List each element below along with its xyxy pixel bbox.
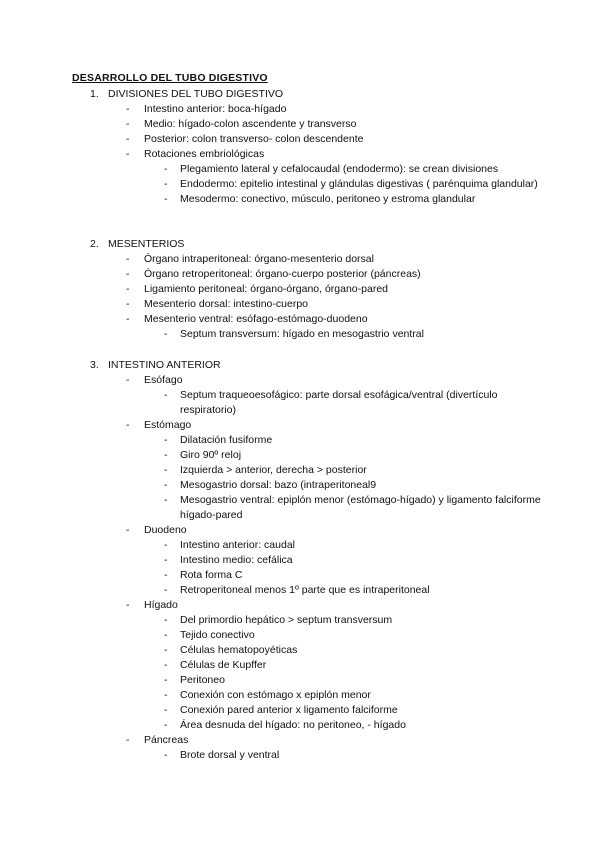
list-item-text: Órgano retroperitoneal: órgano-cuerpo posterior (páncreas) [144,268,421,280]
list-item [72,252,542,267]
sub-list-item-text: Conexión pared anterior x ligamento falciforme [180,704,398,716]
section-number: 3. [90,359,99,371]
sub-list-item [72,658,542,673]
bullet-dash: - [126,253,130,265]
bullet-dash: - [164,569,168,581]
bullet-dash: - [164,193,168,205]
sub-list-item-text: Intestino anterior: caudal [180,539,295,551]
bullet-dash: - [126,103,130,115]
list-item-text: Hígado [144,599,178,611]
list-item [72,102,542,117]
sub-list-item-text: Septum transversum: hígado en mesogastrio ventral [180,328,424,340]
list-item-text: Medio: hígado-colon ascendente y transverso [144,118,357,130]
list-item-text: Páncreas [144,734,189,746]
list-item [72,598,542,613]
list-item-text: Mesenterio dorsal: intestino-cuerpo [144,298,309,310]
section [72,87,542,207]
sub-list-item [72,673,542,688]
list-item-text: Mesenterio ventral: esófago-estómago-duodeno [144,313,368,325]
bullet-dash: - [126,133,130,145]
list-item [72,418,542,433]
section [72,237,542,342]
list-item-text: Órgano intraperitoneal: órgano-mesenterio dorsal [144,253,374,265]
sub-list-item [72,388,542,418]
bullet-dash: - [164,434,168,446]
list-item-text: Rotaciones embriológicas [144,148,265,160]
sub-list-item [72,553,542,568]
sub-list-item-text: Conexión con estómago x epiplón menor [180,689,371,701]
sub-list-item-text: Plegamiento lateral y cefalocaudal (endodermo): se crean divisiones [180,163,499,175]
sub-list-item [72,162,542,177]
sub-list-item-text: Tejido conectivo [180,629,255,641]
bullet-dash: - [164,644,168,656]
section [72,358,542,763]
sub-list-item-text: Giro 90º reloj [180,449,242,461]
bullet-dash: - [164,539,168,551]
sub-list-item-text: Células hematopoyéticas [180,644,298,656]
bullet-dash: - [164,328,168,340]
bullet-dash: - [126,599,130,611]
list-item-text: Estómago [144,419,192,431]
list-item-text: Ligamiento peritoneal: órgano-órgano, órgano-pared [144,283,389,295]
list-item [72,733,542,748]
bullet-dash: - [164,629,168,641]
sub-list-item [72,493,542,523]
list-item [72,312,542,327]
sub-list-item-text: Área desnuda del hígado: no peritoneo, - hígado [180,719,406,731]
sub-list-item-text: Intestino medio: cefálica [180,554,293,566]
list-item-text: Posterior: colon transverso- colon descendente [144,133,364,145]
sub-list-item [72,643,542,658]
section-heading [72,358,542,373]
sub-list-item [72,192,542,207]
sub-list-item [72,478,542,493]
sub-list-item [72,433,542,448]
bullet-dash: - [164,449,168,461]
bullet-dash: - [126,118,130,130]
list-item [72,282,542,297]
bullet-dash: - [164,178,168,190]
bullet-dash: - [126,419,130,431]
section-number: 2. [90,238,99,250]
sub-list-item [72,327,542,342]
sub-list-item-text: Izquierda > anterior, derecha > posterior [180,464,367,476]
bullet-dash: - [164,479,168,491]
sub-list-item-text: Mesogastrio dorsal: bazo (intraperitoneal9 [180,479,377,491]
list-item [72,267,542,282]
document-title: DESARROLLO DEL TUBO DIGESTIVO [72,72,268,84]
sub-list-item-text: Células de Kupffer [180,659,267,671]
bullet-dash: - [126,148,130,160]
bullet-dash: - [164,749,168,761]
list-item [72,523,542,538]
bullet-dash: - [126,524,130,536]
bullet-dash: - [126,268,130,280]
sub-list-item-text: Mesodermo: conectivo, músculo, peritoneo y estroma glandular [180,193,476,205]
sub-list-item [72,448,542,463]
bullet-dash: - [164,704,168,716]
bullet-dash: - [164,389,168,401]
list-item [72,373,542,388]
sub-list-item-text: Rota forma C [180,569,243,581]
bullet-dash: - [164,614,168,626]
bullet-dash: - [164,659,168,671]
list-item [72,132,542,147]
sub-list-item-text: Mesogastrio ventral: epiplón menor (estómago-hígado) y ligamento falciforme hígado-pared [180,494,541,521]
list-item [72,297,542,312]
sub-list-item [72,583,542,598]
sub-list-item [72,177,542,192]
sub-list-item [72,748,542,763]
bullet-dash: - [164,163,168,175]
sub-list-item-text: Brote dorsal y ventral [180,749,280,761]
section-heading [72,87,542,102]
bullet-dash: - [164,674,168,686]
list-item-text: Esófago [144,374,183,386]
sub-list-item-text: Del primordio hepático > septum transversum [180,614,393,626]
sub-list-item-text: Retroperitoneal menos 1º parte que es intraperitoneal [180,584,430,596]
bullet-dash: - [126,298,130,310]
list-item [72,117,542,132]
bullet-dash: - [164,689,168,701]
bullet-dash: - [164,554,168,566]
bullet-dash: - [164,464,168,476]
sub-list-item [72,613,542,628]
sub-list-item [72,568,542,583]
section-heading-text: DIVISIONES DEL TUBO DIGESTIVO [108,88,284,100]
bullet-dash: - [164,584,168,596]
bullet-dash: - [126,313,130,325]
sub-list-item [72,703,542,718]
sub-list-item-text: Dilatación fusiforme [180,434,273,446]
section-heading [72,237,542,252]
list-item-text: Duodeno [144,524,187,536]
list-item-text: Intestino anterior: boca-hígado [144,103,287,115]
section-heading-text: INTESTINO ANTERIOR [108,359,221,371]
sub-list-item [72,538,542,553]
bullet-dash: - [164,719,168,731]
section-heading-text: MESENTERIOS [108,238,185,250]
sub-list-item-text: Endodermo: epitelio intestinal y glándulas digestivas ( parénquima glandular) [180,178,538,190]
sub-list-item [72,628,542,643]
list-item [72,147,542,162]
bullet-dash: - [126,283,130,295]
section-number: 1. [90,88,99,100]
bullet-dash: - [126,374,130,386]
sub-list-item [72,718,542,733]
sub-list-item [72,463,542,478]
bullet-dash: - [126,734,130,746]
sub-list-item-text: Peritoneo [180,674,225,686]
sub-list-item [72,688,542,703]
sub-list-item-text: Septum traqueoesofágico: parte dorsal esofágica/ventral (divertículo respiratorio) [180,389,498,416]
bullet-dash: - [164,494,168,506]
